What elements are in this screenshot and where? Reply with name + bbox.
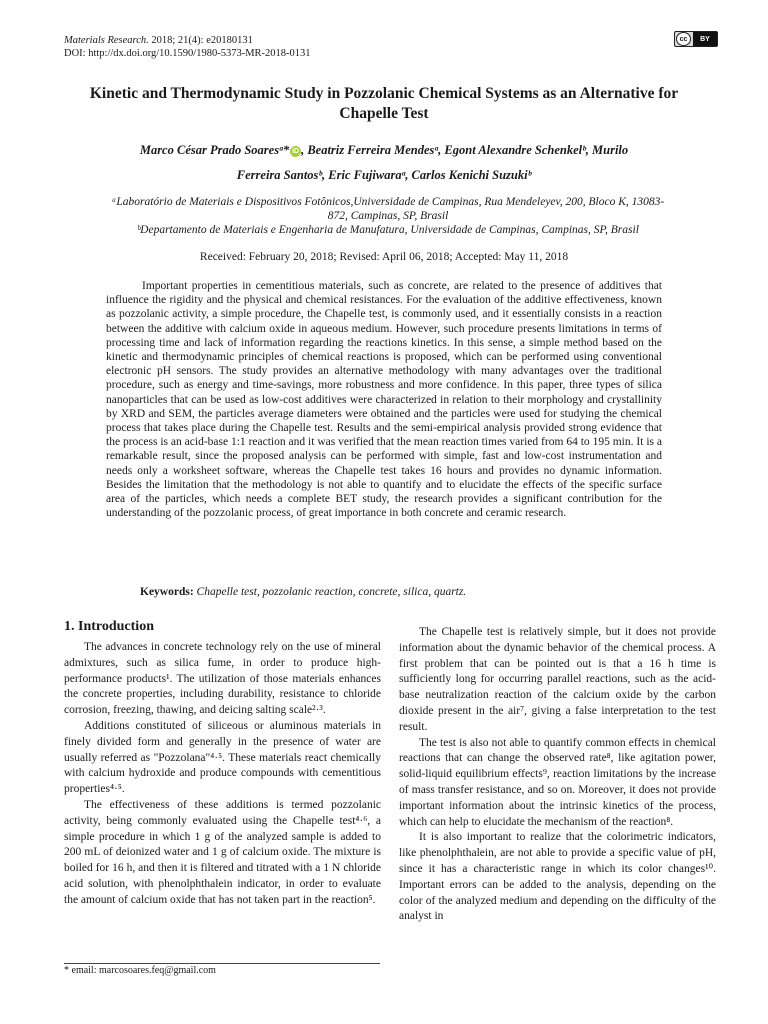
cc-icon: cc	[676, 32, 691, 46]
doi-link[interactable]: DOI: http://dx.doi.org/10.1590/1980-5373-MR-2018-0131	[64, 48, 311, 59]
orcid-icon[interactable]: iD	[292, 147, 300, 155]
right-column	[399, 625, 716, 925]
cc-license-badge[interactable]	[674, 31, 718, 47]
attribution-icon: BY	[693, 32, 717, 46]
journal-volume: 2018; 21(4): e20180131	[148, 35, 253, 46]
author-list	[84, 138, 684, 188]
keywords-label: Keywords:	[140, 586, 194, 598]
author-line-2: Ferreira Santosᵇ, Eric Fujiwaraᵃ, Carlos Kenichi Suzukiᵇ	[236, 168, 532, 182]
paragraph: The Chapelle test is relatively simple, but it does not provide information about the dynamic behavior of the chemical process. A first problem that can be pointed out is that a 16 h time is sufficiently long for occurring parallel reactions, such as the acid-base neutralization reaction of the calcium oxide by the carbon dioxide present in the air⁷, giving a false interpretation to the test result.	[399, 626, 716, 733]
author-line-1: Marco César Prado Soaresᵃ* iD , Beatriz Ferreira Mendesᵃ, Egont Alexandre Schenkelᵇ, Murilo	[139, 143, 629, 157]
keywords-value: Chapelle test, pozzolanic reaction, concrete, silica, quartz.	[193, 586, 467, 598]
affiliations	[104, 195, 672, 237]
journal-citation	[64, 34, 704, 47]
journal-header	[64, 34, 704, 60]
affiliation-a: ᵃLaboratório de Materiais e Dispositivos Fotônicos,Universidade de Campinas, Rua Mendeleyev, 200, Bloco K, 13083-872, Campinas, SP, Brasil	[111, 196, 665, 222]
footnote-divider	[64, 963, 380, 964]
received-dates: Received: February 20, 2018; Revised: April 06, 2018; Accepted: May 11, 2018	[199, 251, 569, 263]
paragraph: It is also important to realize that the colorimetric indicators, like phenolphthalein, are not able to provide a specific value of pH, since it has a characteristic range in which its color changes¹⁰. Important errors can be added to the analysis, depending on the color of the analyzed medium and depending on the difficulty of the analyst in	[399, 831, 716, 923]
left-column	[64, 618, 381, 909]
journal-name: Materials Research.	[64, 35, 149, 46]
paragraph: The advances in concrete technology rely on the use of mineral admixtures, such as silica fume, in order to produce high-performance products¹. The utilization of those materials enhances the concrete properties, including durability, resistance to chloride corrosion, freezing, thawing, and deicing salting scale²·³.	[64, 641, 381, 717]
section-heading: 1. Introduction	[64, 619, 154, 634]
abstract: Important properties in cementitious materials, such as concrete, are related to the presence of additives that influence the rigidity and the physical and chemical resistances. For the evaluation of the additive effectiveness, known as pozzolanic activity, a simple procedure, the Chapelle test, is commonly used, and it essentially consists in a reaction between the additive with calcium oxide in aqueous medium. However, such procedure presents limitations in terms of processing time and lack of information regarding the reactions kinetics. In this sense, a simple method based on the kinetic and thermodynamic principles of chemical reactions is proposed, which can be performed using conventional electronic pH sensors. The study provides an alternative methodology with many advantages over the traditional procedure, such as energy and time-savings, more robustness and more confidence. In this paper, three types of silica nanoparticles that can be used as low-cost additives were characterized in relation to their morphology and crystallinity by XRD and SEM, the particles average diameters were obtained and the particles were used for studying the chemical process that takes place during the Chapelle test. Results and the semi-empirical analysis provided strong evidence that the process is an acid-base 1:1 reaction and it was verified that the mean reaction times varied from 64 to 195 min. It is a remarkable result, since the proposed analysis can be performed with simple, fast and low-cost instrumentation and needs only a worksheet software, whereas the Chapelle test takes 16 hours and provides no dynamic information. Besides the limitation that the methodology is not able to quantify and to elucidate the effects of the specific surface area of the particles, which needs a complete BET study, the research provides a significant contribution for the understanding of the pozzolanic process, of great importance in both concrete and ceramic research.	[106, 280, 662, 520]
affiliation-b: ᵇDepartamento de Materiais e Engenharia de Manufatura, Universidade de Campinas, Campinas, SP, Brasil	[137, 224, 639, 236]
footnote-email[interactable]: * email: marcosoares.feq@gmail.com	[64, 965, 216, 976]
paragraph: The effectiveness of these additions is termed pozzolanic activity, being commonly evaluated using the Chapelle test⁴·⁶, a simple procedure in which 1 g of the analyzed sample is added to 200 mL of deionized water and 1 g of calcium oxide. The mixture is boiled for 16 h, and then it is filtered and titrated with a 1 N chloride acid solution, with phenolphthalein indicator, in order to evaluate the amount of calcium oxide that has not taken part in the reaction⁵.	[64, 798, 381, 906]
article-title: Kinetic and Thermodynamic Study in Pozzolanic Chemical Systems as an Alternative for Chapelle Test	[89, 85, 679, 122]
keywords	[140, 585, 660, 599]
paragraph: The test is also not able to quantify common effects in chemical reactions that can change the observed rate⁸, like agitation power, solid-liquid equilibrium effects⁹, reaction limitations by the increase of mass transfer resistance, and so on. Moreover, it does not provide important information about the intrinsic kinetics of the process, which can help to elucidate the mechanism of the reaction⁸.	[399, 736, 716, 828]
paragraph: Additions constituted of siliceous or aluminous materials in finely divided form and generally in the presence of water are usually referred as "Pozzolana"⁴·⁵. These materials react chemically with calcium hydroxide and produce compounds with cementitious properties⁴·⁵.	[64, 719, 381, 796]
